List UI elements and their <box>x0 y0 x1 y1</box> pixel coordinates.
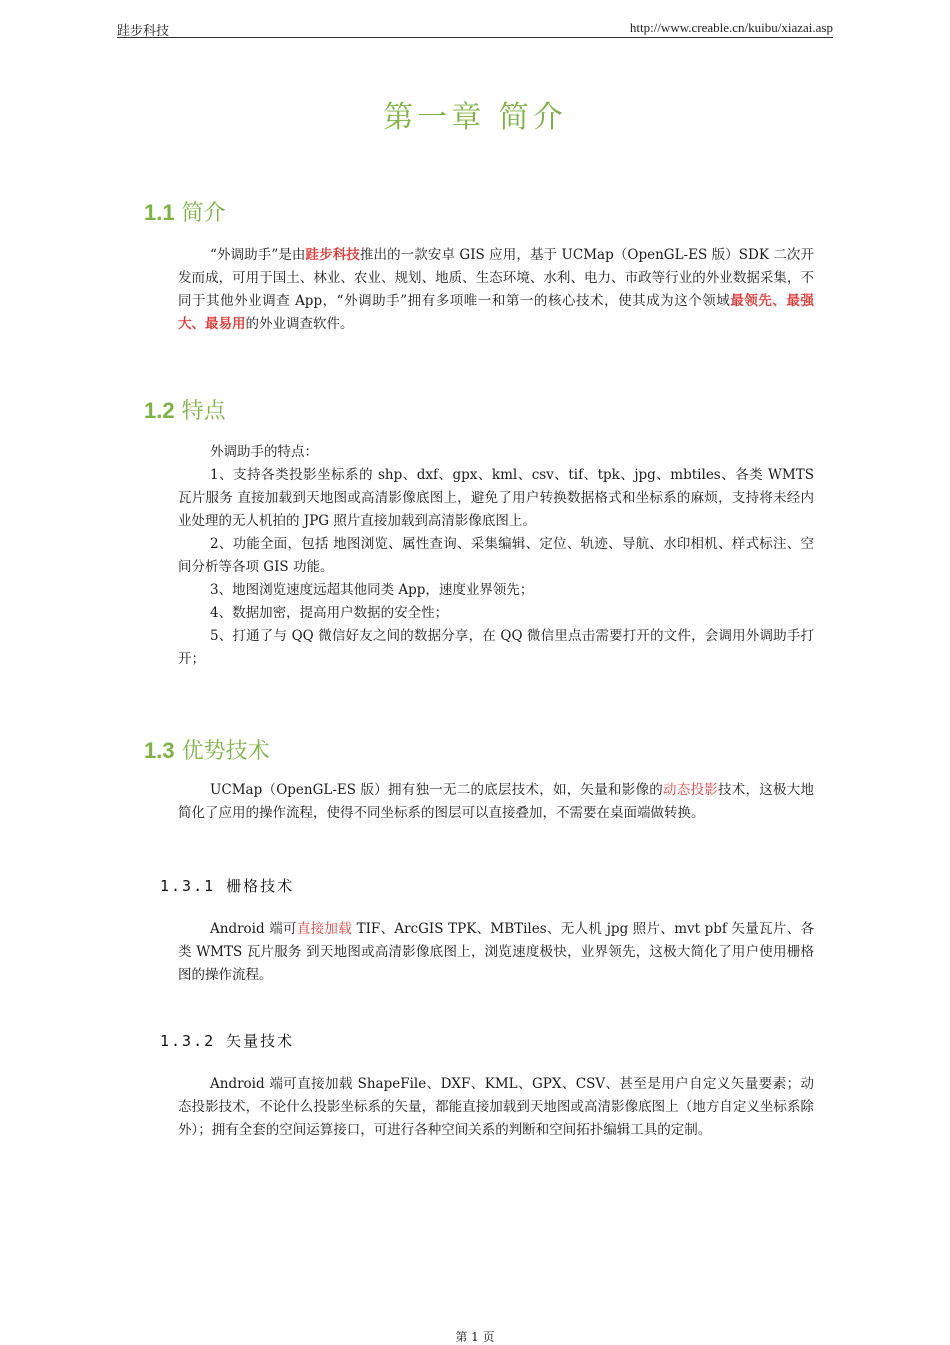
section-1-3-body <box>178 779 814 825</box>
paragraph: 外调助手的特点： <box>210 444 318 460</box>
text-run: “外调助手”是由 <box>210 247 306 263</box>
text-run: Android 端可 <box>210 921 297 937</box>
section-1-1-body <box>178 244 814 336</box>
list-item: 5、打通了与 QQ 微信好友之间的数据分享，在 QQ 微信里点击需要打开的文件，会调用外调助手打开； <box>178 628 814 667</box>
page-number: 第 1 页 <box>455 1330 495 1344</box>
section-heading-1-3 <box>144 734 270 765</box>
header-url[interactable]: http://www.creable.cn/kuibu/xiazai.asp <box>629 20 833 35</box>
subsection-heading-1-3-2: 1.3.2 矢量技术 <box>160 1032 295 1050</box>
feature-highlight: 动态投影 <box>663 782 719 798</box>
section-heading-1-2 <box>144 394 226 425</box>
paragraph <box>178 918 814 987</box>
section-1-3-1-body <box>178 918 814 987</box>
section-number: 1.2 <box>144 398 175 423</box>
text-run: TIF、ArcGIS TPK、MBTiles、无人机 jpg 照片、mvt pbf 矢量瓦片、各类 WMTS 瓦片服务 到天地图或高清影像底图上，浏览速度极快，业界领先，这极大简化了用户使用栅格图的操作流程。 <box>178 921 814 983</box>
text-run: 技术，这极大地简化了应用的操作流程，使得不同坐标系的图层可以直接叠加，不需要在桌面端做转换。 <box>178 782 815 821</box>
feature-highlight: 直接加载 <box>296 921 352 937</box>
text-run: 推出的一款安卓 GIS 应用，基于 UCMap（OpenGL-ES 版）SDK 二次开发而成，可用于国土、林业、农业、规划、地质、生态环境、水利、电力、市政等行业的外业数据采集，不同于其他外业调查 App，“外调助手”拥有多项唯一和第一的核心技术，使其成为这个领域 <box>178 247 814 309</box>
header-company: 跬步科技 <box>117 24 170 39</box>
paragraph: Android 端可直接加载 ShapeFile、DXF、KML、GPX、CSV、甚至是用户自定义矢量要素；动态投影技术，不论什么投影坐标系的矢量，都能直接加载到天地图或高清影像底图上（地方自定义坐标系除外）；拥有全套的空间运算接口，可进行各种空间关系的判断和空间拓扑编辑工具的定制。 <box>178 1076 814 1138</box>
section-1-3-2-body <box>178 1073 814 1142</box>
section-1-2-body <box>178 441 814 671</box>
section-number: 1.3 <box>144 738 175 763</box>
section-title: 优势技术 <box>181 739 270 764</box>
section-number: 1.1 <box>144 200 175 225</box>
section-title: 特点 <box>181 399 226 424</box>
brand-highlight: 跬步科技 <box>305 247 360 263</box>
header-divider <box>117 37 833 38</box>
section-title: 简介 <box>181 201 226 226</box>
list-item: 1、支持各类投影坐标系的 shp、dxf、gpx、kml、csv、tif、tpk、jpg、mbtiles、各类 WMTS 瓦片服务 直接加载到天地图或高清影像底图上，避免了用户转换数据格式和坐标系的麻烦，支持将未经内业处理的无人机拍的 JPG 照片直接加载到高清影像底图上。 <box>178 467 814 529</box>
text-run: 的外业调查软件。 <box>245 316 354 332</box>
feature-highlight: 最领先、最强大、最易用 <box>178 293 814 332</box>
subsection-heading-1-3-1: 1.3.1 栅格技术 <box>160 877 295 895</box>
section-heading-1-1 <box>144 196 226 227</box>
list-item: 3、地图浏览速度远超其他同类 App，速度业界领先； <box>210 582 534 598</box>
list-item: 4、数据加密，提高用户数据的安全性； <box>210 605 449 621</box>
paragraph <box>178 244 814 336</box>
text-run: UCMap（OpenGL-ES 版）拥有独一无二的底层技术，如，矢量和影像的 <box>210 782 664 798</box>
paragraph <box>178 779 814 825</box>
chapter-title: 第一章 简介 <box>383 100 567 135</box>
list-item: 2、功能全面，包括 地图浏览、属性查询、采集编辑、定位、轨迹、导航、水印相机、样式标注、空间分析等各项 GIS 功能。 <box>178 536 814 575</box>
